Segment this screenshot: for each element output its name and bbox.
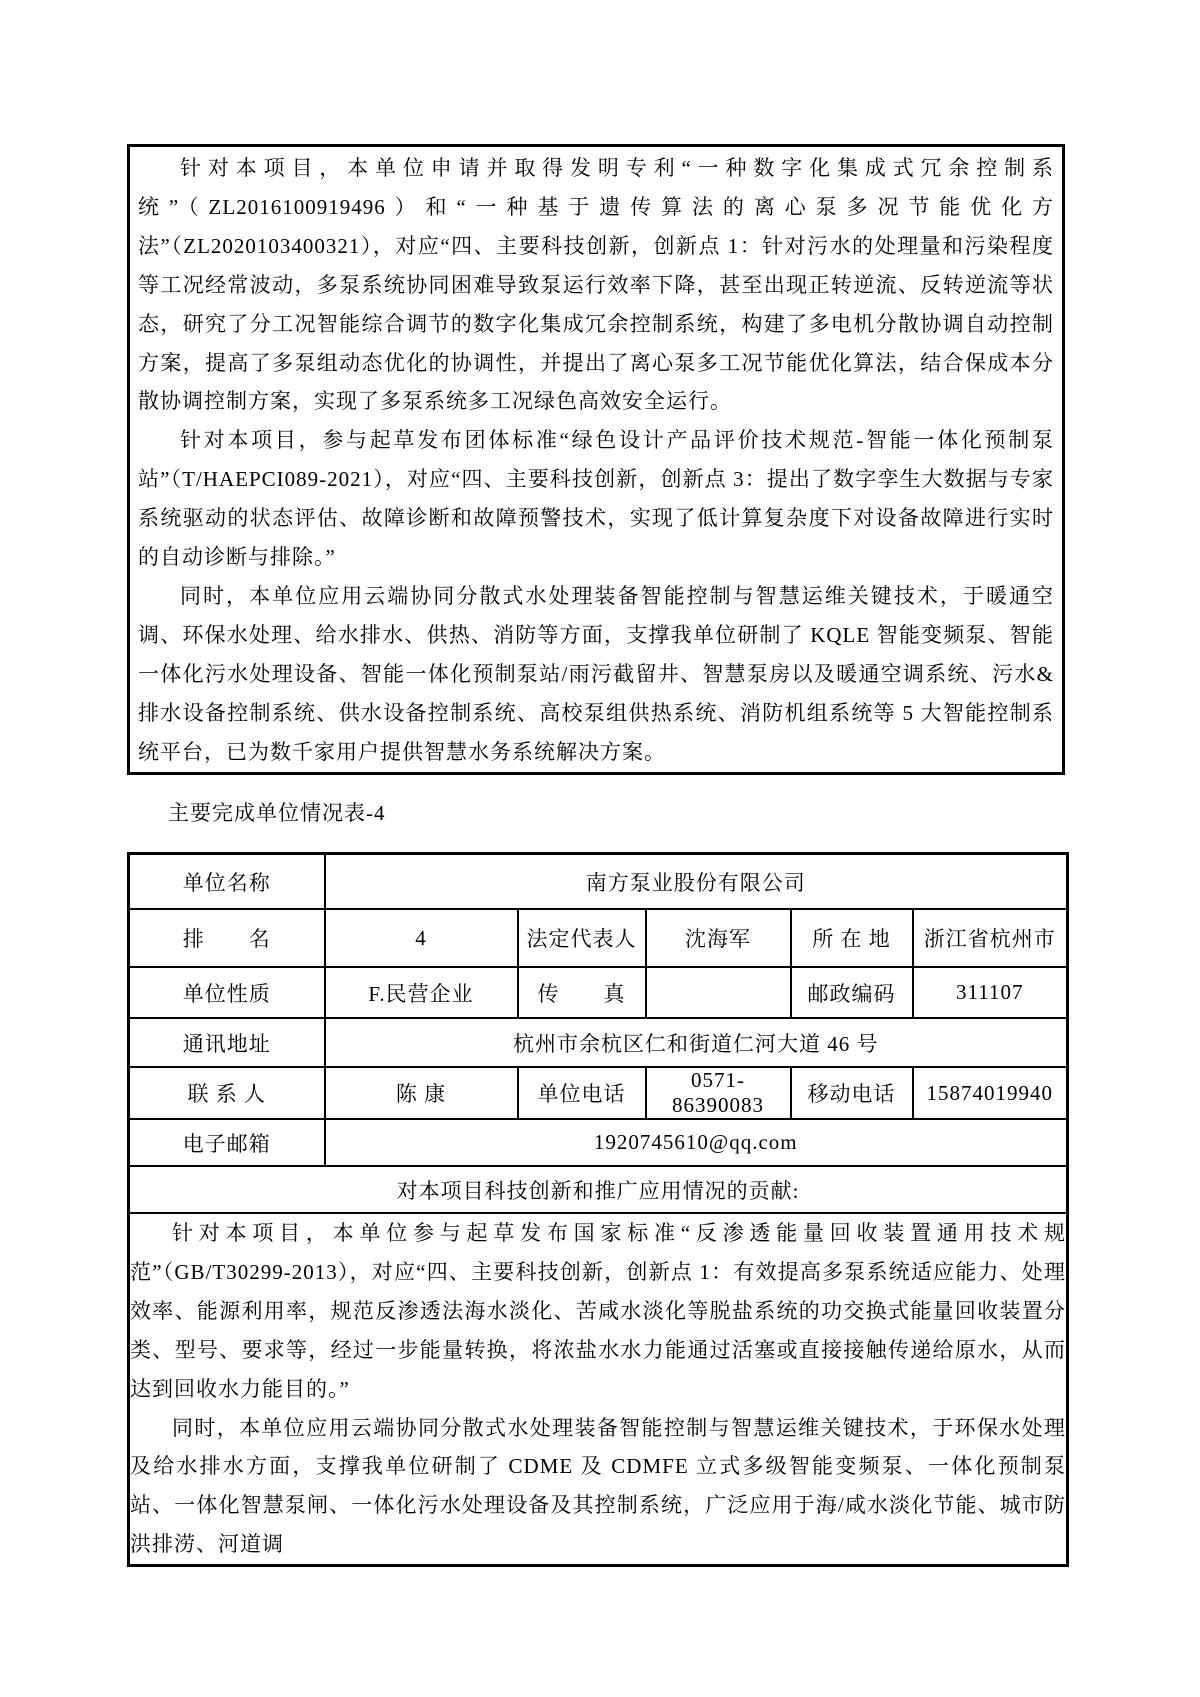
unit-phone-value: 0571-86390083: [646, 1067, 791, 1119]
rank-value: 4: [325, 909, 518, 967]
address-value: 杭州市余杭区仁和街道仁河大道 46 号: [325, 1018, 1068, 1067]
email-value: 1920745610@qq.com: [325, 1119, 1068, 1166]
table-row: [129, 1213, 1068, 1566]
unit-name-label: 单位名称: [129, 854, 325, 910]
table-row: [129, 1119, 1068, 1166]
table-caption: 主要完成单位情况表-4: [168, 801, 386, 825]
unit-name-value: 南方泵业股份有限公司: [325, 854, 1068, 910]
table-row: [129, 967, 1068, 1018]
fax-label: 传 真: [518, 967, 646, 1018]
legal-rep-label: 法定代表人: [518, 909, 646, 967]
mobile-label: 移动电话: [791, 1067, 913, 1119]
table-row: [129, 1067, 1068, 1119]
email-label: 电子邮箱: [129, 1119, 325, 1166]
unit-info-table: [127, 852, 1069, 1567]
table-row: [129, 1166, 1068, 1213]
top-paragraph-2: 针对本项目，参与起草发布团体标准“绿色设计产品评价技术规范-智能一体化预制泵站”（T/HAEPCI089-2021），对应“四、主要科技创新，创新点 3：提出了数字孪生大数据与专家系统驱动的状态评估、故障诊断和故障预警技术，实现了低计算复杂度下对设备故障进行实时的自动诊断与排除。”: [138, 428, 1054, 570]
table-row: [129, 1018, 1068, 1067]
mobile-value: 15874019940: [913, 1067, 1068, 1119]
table-row: [129, 909, 1068, 967]
address-label: 通讯地址: [129, 1018, 325, 1067]
location-value: 浙江省杭州市: [913, 909, 1068, 967]
contact-label: 联 系 人: [129, 1067, 325, 1119]
contribution-body: [129, 1213, 1068, 1566]
contribution-header: 对本项目科技创新和推广应用情况的贡献:: [129, 1166, 1068, 1213]
top-paragraph-3: 同时，本单位应用云端协同分散式水处理装备智能控制与智慧运维关键技术，于暖通空调、环保水处理、给水排水、供热、消防等方面，支撑我单位研制了 KQLE 智能变频泵、智能一体化污水处理设备、智能一体化预制泵站/雨污截留井、智慧泵房以及暖通空调系统、污水&排水设备控制系统、供水设备控制系统、高校泵组供热系统、消防机组系统等 5 大智能控制系统平台，已为数千家用户提供智慧水务系统解决方案。: [138, 583, 1054, 764]
location-label: 所 在 地: [791, 909, 913, 967]
unit-type-value: F.民营企业: [325, 967, 518, 1018]
postcode-value: 311107: [913, 967, 1068, 1018]
postcode-label: 邮政编码: [791, 967, 913, 1018]
contribution-paragraph-2: 同时，本单位应用云端协同分散式水处理装备智能控制与智慧运维关键技术，于环保水处理及给水排水方面，支撑我单位研制了 CDME 及 CDMFE 立式多级智能变频泵、一体化预制泵站、一体化智慧泵闸、一体化污水处理设备及其控制系统，广泛应用于海/咸水淡化节能、城市防洪排涝、河道调: [130, 1415, 1066, 1557]
unit-phone-label: 单位电话: [518, 1067, 646, 1119]
table-row: [129, 854, 1068, 910]
unit-type-label: 单位性质: [129, 967, 325, 1018]
contribution-paragraph-1: 针对本项目，本单位参与起草发布国家标准“反渗透能量回收装置通用技术规范”（GB/T30299-2013），对应“四、主要科技创新，创新点 1：有效提高多泵系统适应能力、处理效率、能源利用率，规范反渗透法海水淡化、苦咸水淡化等脱盐系统的功交换式能量回收装置分类、型号、要求等，经过一步能量转换，将浓盐水水力能通过活塞或直接接触传递给原水，从而达到回收水力能目的。”: [130, 1221, 1066, 1401]
legal-rep-value: 沈海军: [646, 909, 791, 967]
fax-value: [646, 967, 791, 1018]
contact-value: 陈 康: [325, 1067, 518, 1119]
top-paragraph-1: 针对本项目，本单位申请并取得发明专利“一种数字化集成式冗余控制系统”（ZL2016100919496）和“一种基于遗传算法的离心泵多况节能优化方法”（ZL2020103400321），对应“四、主要科技创新，创新点 1：针对污水的处理量和污染程度等工况经常波动，多泵系统协同困难导致泵运行效率下降，甚至出现正转逆流、反转逆流等状态，研究了分工况智能综合调节的数字化集成冗余控制系统，构建了多电机分散协调自动控制方案，提高了多泵组动态优化的协调性，并提出了离心泵多工况节能优化算法，结合保成本分散协调控制方案，实现了多泵系统多工况绿色高效安全运行。: [138, 156, 1054, 414]
top-text-box: [127, 144, 1065, 775]
rank-label: 排 名: [129, 909, 325, 967]
